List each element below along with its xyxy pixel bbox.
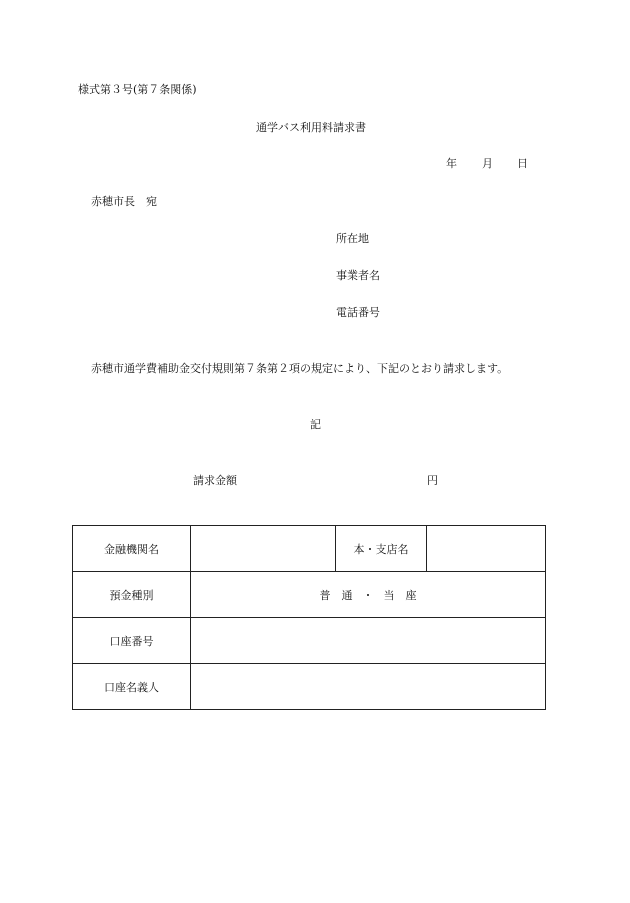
account-holder-row [73, 664, 546, 710]
account-holder-label: 口座名義人 [73, 664, 191, 710]
account-number-row [73, 618, 546, 664]
bank-name-field[interactable] [191, 526, 336, 572]
request-statement: 赤穂市通学費補助金交付規則第７条第２項の規定により、下記のとおり請求します。 [91, 362, 509, 375]
phone-number-label: 電話番号 [336, 306, 380, 319]
deposit-option-normal[interactable]: 普 通 [319, 588, 353, 602]
date-day-label: 日 [517, 157, 528, 170]
deposit-type-label: 預金種別 [73, 572, 191, 618]
date-month-label: 月 [482, 157, 493, 170]
account-number-field[interactable] [191, 618, 546, 664]
deposit-option-current[interactable]: 当 座 [383, 588, 417, 602]
addressee: 赤穂市長 宛 [91, 195, 157, 208]
address-label: 所在地 [336, 232, 369, 245]
branch-name-field[interactable] [427, 526, 546, 572]
account-number-label: 口座番号 [73, 618, 191, 664]
branch-name-label: 本・支店名 [336, 526, 427, 572]
bank-row [73, 526, 546, 572]
bank-name-label: 金融機関名 [73, 526, 191, 572]
business-name-label: 事業者名 [336, 269, 380, 282]
deposit-type-options [191, 572, 546, 618]
bank-account-table [72, 525, 546, 710]
yen-unit: 円 [427, 474, 438, 487]
document-title: 通学バス利用料請求書 [256, 121, 366, 134]
date-year-label: 年 [446, 157, 457, 170]
ki-heading: 記 [310, 418, 321, 431]
form-number: 様式第３号(第７条関係) [78, 83, 197, 96]
request-amount-label: 請求金額 [193, 474, 237, 487]
deposit-option-separator: ・ [362, 588, 374, 602]
deposit-type-row [73, 572, 546, 618]
account-holder-field[interactable] [191, 664, 546, 710]
